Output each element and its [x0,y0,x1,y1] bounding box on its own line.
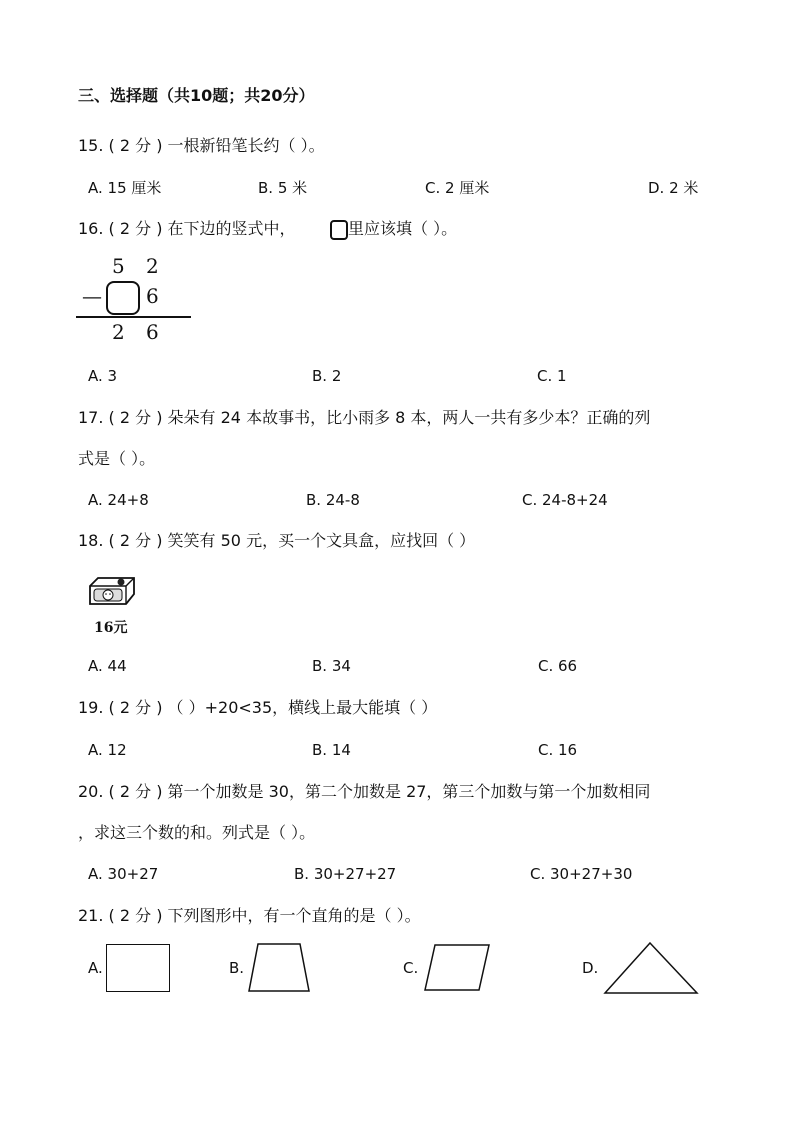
q21-option-a-label[interactable]: A. [88,959,103,977]
answer-blank-box[interactable] [106,281,140,315]
q20-option-a[interactable]: A. 30+27 [88,865,159,883]
q17-option-a[interactable]: A. 24+8 [88,491,149,509]
vs-top-ones: 2 [146,254,159,278]
q15-option-b[interactable]: B. 5 米 [258,179,308,197]
q15-option-a[interactable]: A. 15 厘米 [88,179,162,197]
q18-option-a[interactable]: A. 44 [88,657,127,675]
vs-top-tens: 5 [112,254,125,278]
q16-option-a[interactable]: A. 3 [88,367,118,385]
q18-option-c[interactable]: C. 66 [538,657,578,675]
q21-option-b-label[interactable]: B. [229,959,245,977]
q17-option-b[interactable]: B. 24-8 [306,491,360,509]
q15-option-d[interactable]: D. 2 米 [648,179,699,197]
question-21-stem: 21. ( 2 分 ) 下列图形中，有一个直角的是（ ）。 [78,906,421,925]
vs-mid-ones: 6 [146,284,159,308]
question-18-stem: 18. ( 2 分 ) 笑笑有 50 元，买一个文具盒，应找回（ ） [78,531,476,550]
vs-result-line [76,316,191,318]
question-16-stem-before: 16. ( 2 分 ) 在下边的竖式中， [78,219,296,238]
question-16-stem-after: 里应该填（ ）。 [348,219,458,238]
minus-sign: — [82,284,102,308]
q16-option-c[interactable]: C. 1 [537,367,567,385]
q20-option-c[interactable]: C. 30+27+30 [530,865,633,883]
q15-option-c[interactable]: C. 2 厘米 [425,179,490,197]
vs-res-ones: 6 [146,320,159,344]
vs-res-tens: 2 [112,320,125,344]
q20-option-b[interactable]: B. 30+27+27 [294,865,397,883]
q21-option-d-label[interactable]: D. [582,959,599,977]
pencil-case-icon [86,574,138,612]
q16-option-b[interactable]: B. 2 [312,367,342,385]
question-20-line1: 20. ( 2 分 ) 第一个加数是 30，第二个加数是 27，第三个加数与第一个加数相同 [78,782,651,801]
price-label: 16元 [94,620,128,636]
parallelogram-shape[interactable] [423,944,491,992]
blank-box-icon [330,220,348,240]
question-17-line1: 17. ( 2 分 ) 朵朵有 24 本故事书，比小雨多 8 本，两人一共有多少本？正确的列 [78,408,651,427]
question-19-stem: 19. ( 2 分 ) （ ）+20<35，横线上最大能填（ ） [78,698,438,717]
triangle-shape[interactable] [603,942,699,996]
question-20-line2: ，求这三个数的和。列式是（ ）。 [78,823,316,842]
question-17-line2: 式是（ ）。 [78,449,156,468]
trapezoid-shape[interactable] [248,943,312,993]
q21-option-c-label[interactable]: C. [403,959,419,977]
q17-option-c[interactable]: C. 24-8+24 [522,491,608,509]
q18-option-b[interactable]: B. 34 [312,657,351,675]
question-15-stem: 15. ( 2 分 ) 一根新铅笔长约（ ）。 [78,136,325,155]
q19-option-b[interactable]: B. 14 [312,741,351,759]
q19-option-c[interactable]: C. 16 [538,741,578,759]
q19-option-a[interactable]: A. 12 [88,741,127,759]
section-title: 三、选择题（共10题；共20分） [78,86,315,105]
rectangle-shape[interactable] [106,944,170,992]
